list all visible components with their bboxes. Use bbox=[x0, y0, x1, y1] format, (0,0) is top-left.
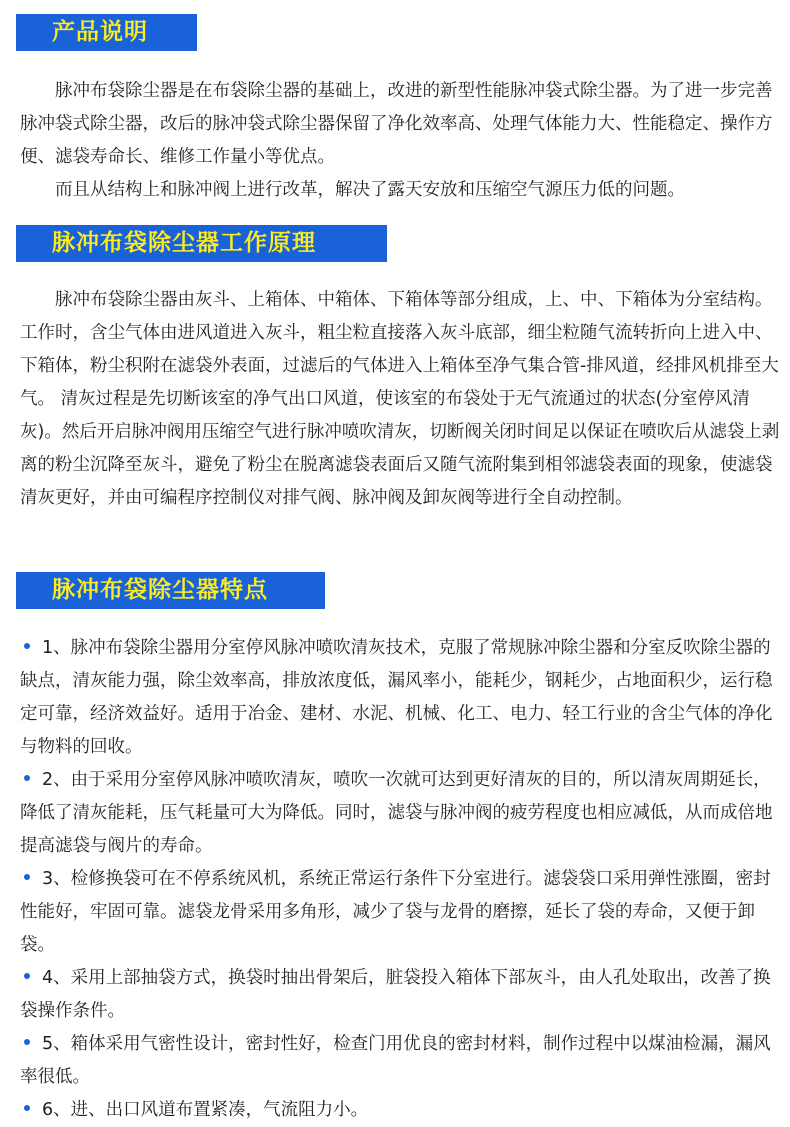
list-item-text: 2、由于采用分室停风脉冲喷吹清灰，喷吹一次就可达到更好清灰的目的，所以清灰周期延长，降低了清灰能耗，压气耗量可大为降低。同时，滤袋与脉冲阀的疲劳程度也相应减低，从而成倍地提高滤袋与阀片的寿命。 bbox=[20, 770, 773, 856]
product-description-text bbox=[20, 75, 782, 207]
list-item-text: 3、检修换袋可在不停系统风机，系统正常运行条件下分室进行。滤袋袋口采用弹性涨圈，密封性能好，牢固可靠。滤袋龙骨采用多角形，减少了袋与龙骨的磨擦，延长了袋的寿命，又便于卸袋。 bbox=[20, 869, 771, 955]
list-item bbox=[20, 632, 782, 764]
list-item bbox=[20, 962, 782, 1028]
bullet-dot-icon bbox=[24, 775, 30, 781]
section-title-working-principle: 脉冲布袋除尘器工作原理 bbox=[16, 225, 387, 262]
list-item bbox=[20, 1094, 782, 1127]
bullet-dot-icon bbox=[24, 973, 30, 979]
list-item bbox=[20, 764, 782, 863]
working-principle-text bbox=[20, 284, 782, 515]
list-item-text: 4、采用上部抽袋方式，换袋时抽出骨架后，脏袋投入箱体下部灰斗，由人孔处取出，改善了换袋操作条件。 bbox=[20, 968, 771, 1021]
paragraph: 而且从结构上和脉冲阀上进行改革，解决了露天安放和压缩空气源压力低的问题。 bbox=[55, 180, 685, 200]
list-item-text: 5、箱体采用气密性设计，密封性好，检查门用优良的密封材料，制作过程中以煤油检漏，漏风率很低。 bbox=[20, 1034, 771, 1087]
list-item bbox=[20, 863, 782, 962]
list-item-text: 6、进、出口风道布置紧凑，气流阻力小。 bbox=[42, 1100, 369, 1120]
list-item-text: 1、脉冲布袋除尘器用分室停风脉冲喷吹清灰技术，克服了常规脉冲除尘器和分室反吹除尘器的缺点，清灰能力强，除尘效率高，排放浓度低，漏风率小，能耗少，钢耗少，占地面积少，运行稳定可靠，经济效益好。适用于冶金、建材、水泥、机械、化工、电力、轻工行业的含尘气体的净化与物料的回收。 bbox=[20, 638, 773, 757]
paragraph: 脉冲布袋除尘器由灰斗、上箱体、中箱体、下箱体等部分组成，上、中、下箱体为分室结构。工作时，含尘气体由进风道进入灰斗，粗尘粒直接落入灰斗底部，细尘粒随气流转折向上进入中、下箱体，粉尘积附在滤袋外表面，过滤后的气体进入上箱体至净气集合管-排风道，经排风机排至大气。 清灰过程是先切断该室的净气出口风道，使该室的布袋处于无气流通过的状态(分室停风清灰)。然后开启脉冲阀用压缩空气进行脉冲喷吹清灰，切断阀关闭时间足以保证在喷吹后从滤袋上剥离的粉尘沉降至灰斗，避免了粉尘在脱离滤袋表面后又随气流附集到相邻滤袋表面的现象，使滤袋清灰更好，并由可编程序控制仪对排气阀、脉冲阀及卸灰阀等进行全自动控制。 bbox=[20, 290, 780, 508]
bullet-dot-icon bbox=[24, 1105, 30, 1111]
bullet-dot-icon bbox=[24, 874, 30, 880]
section-title-features: 脉冲布袋除尘器特点 bbox=[16, 572, 325, 609]
paragraph: 脉冲布袋除尘器是在布袋除尘器的基础上，改进的新型性能脉冲袋式除尘器。为了进一步完善脉冲袋式除尘器，改后的脉冲袋式除尘器保留了净化效率高、处理气体能力大、性能稳定、操作方便、滤袋寿命长、维修工作量小等优点。 bbox=[20, 81, 773, 167]
features-list bbox=[20, 632, 782, 1127]
bullet-dot-icon bbox=[24, 1039, 30, 1045]
list-item bbox=[20, 1028, 782, 1094]
section-title-product-description: 产品说明 bbox=[16, 14, 197, 51]
bullet-dot-icon bbox=[24, 643, 30, 649]
